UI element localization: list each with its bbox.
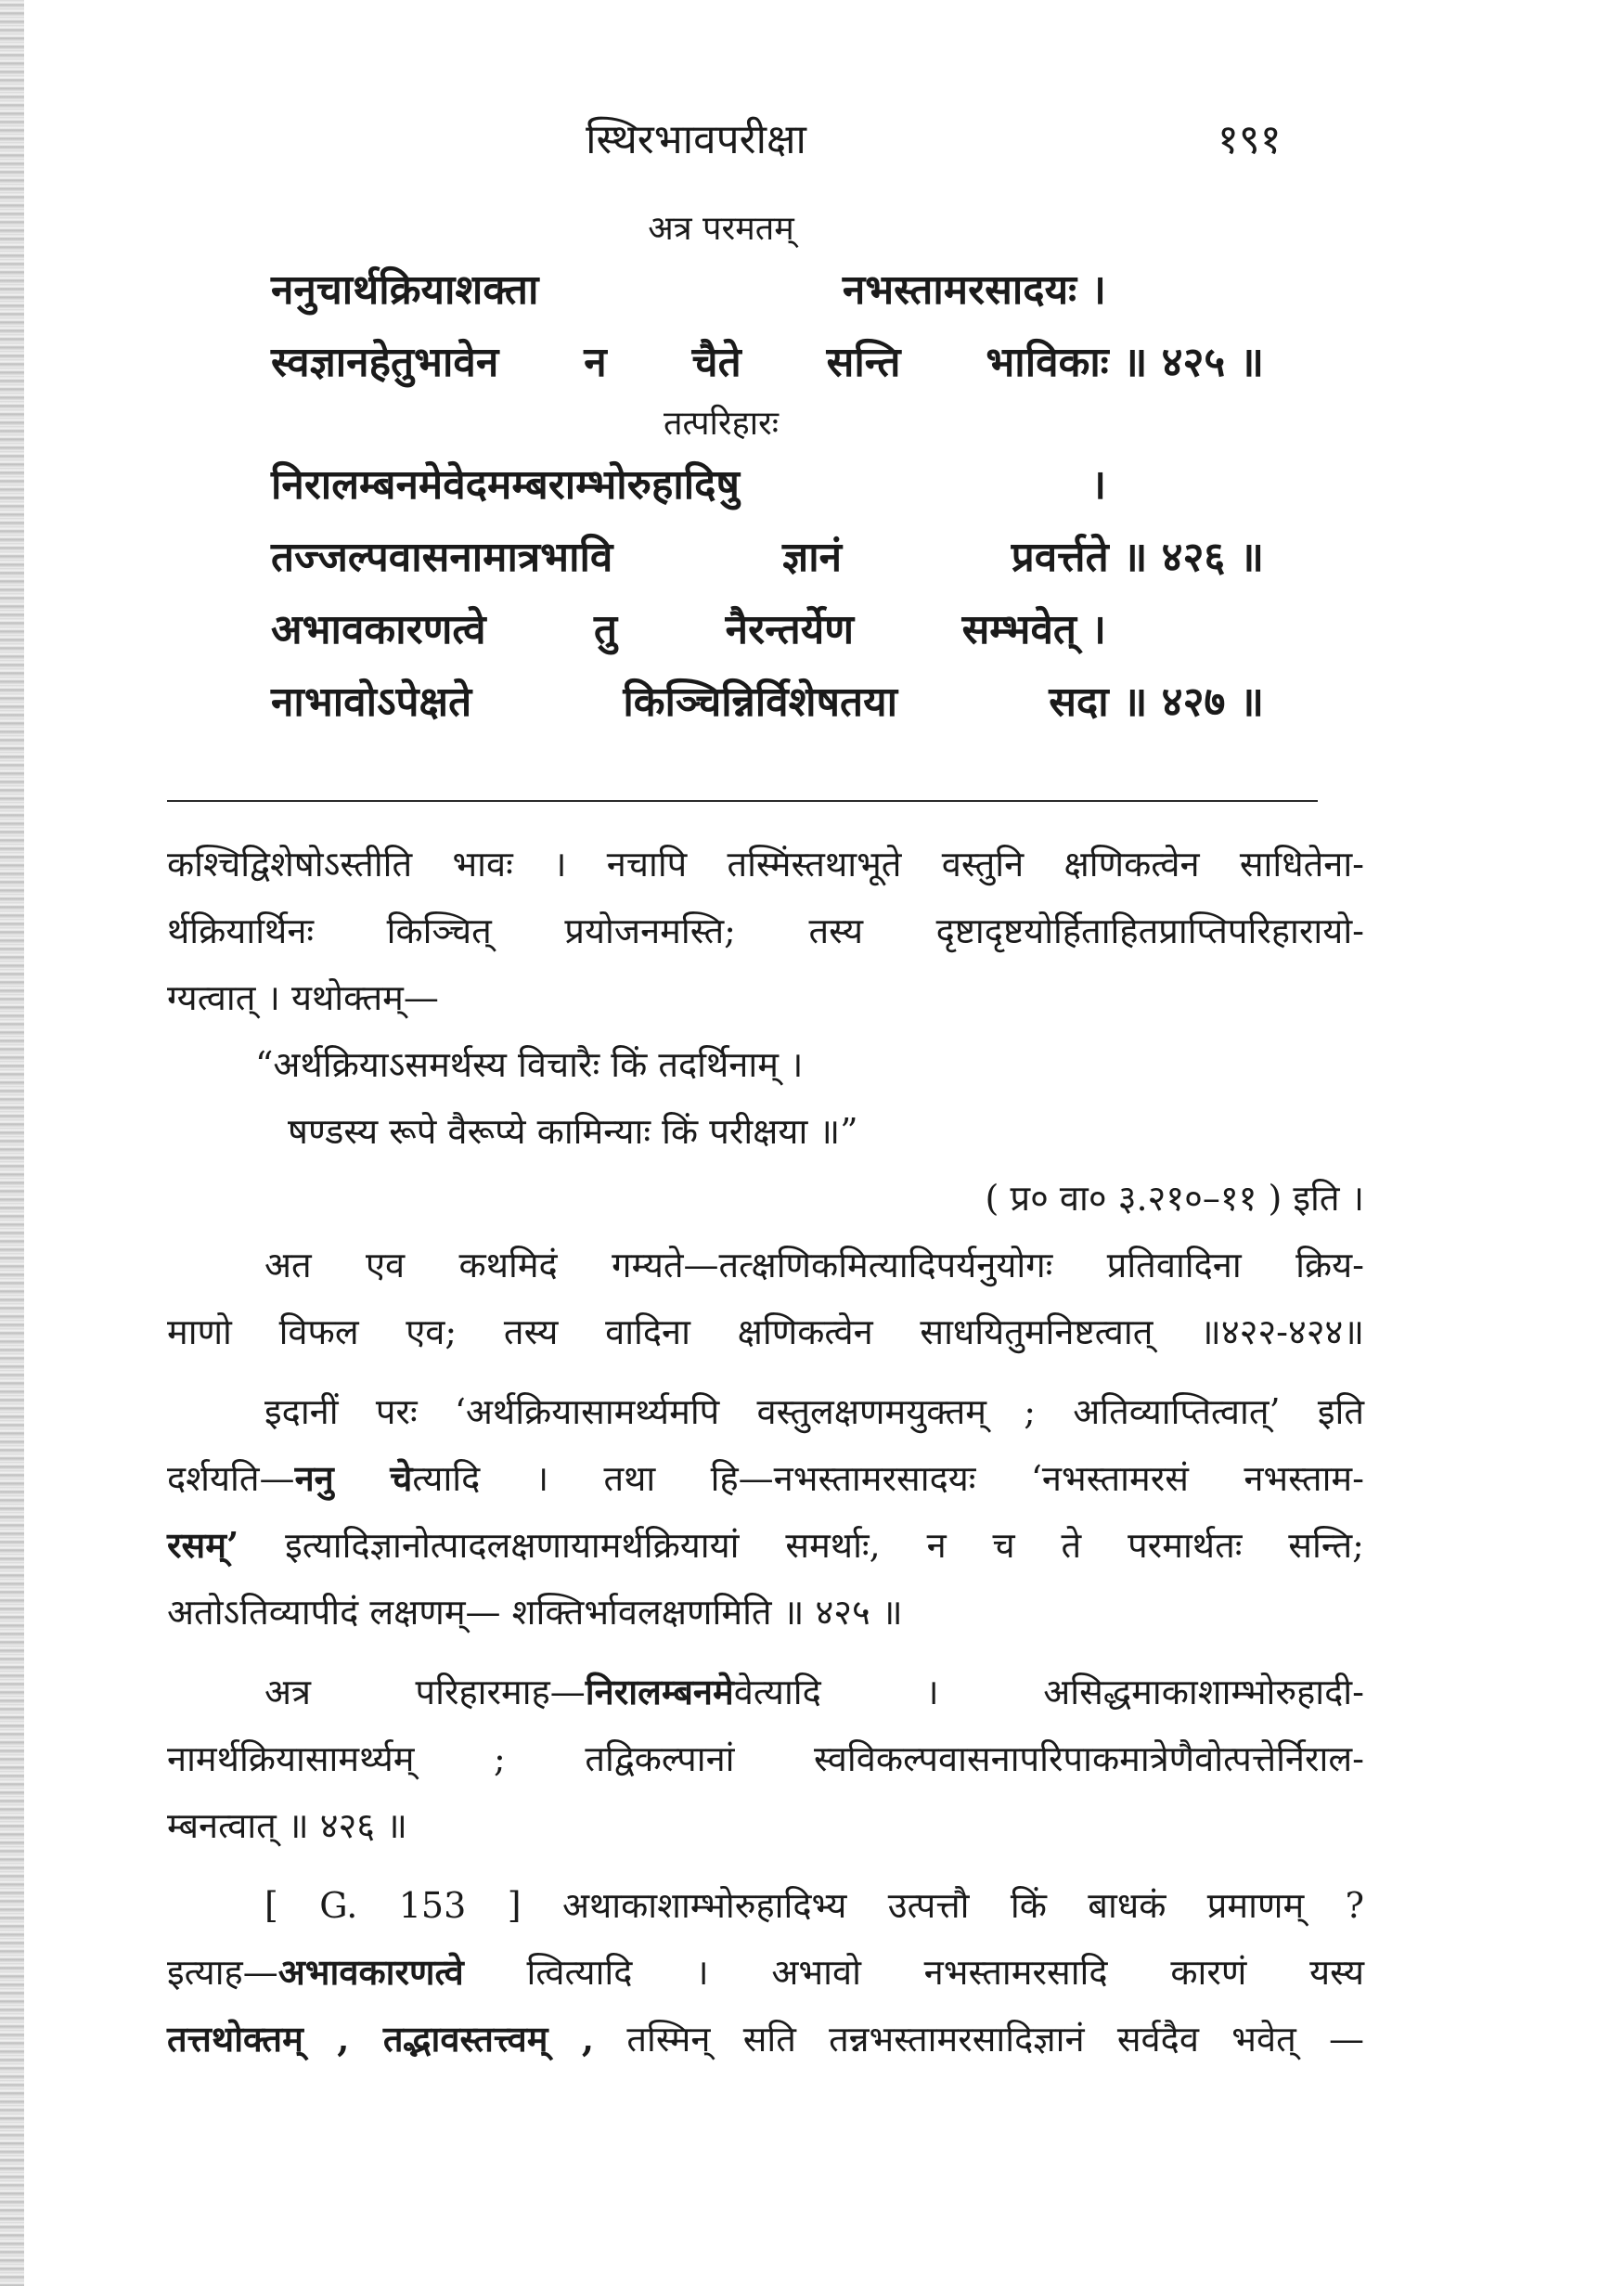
keyword-bold: अभावकारणत्वे <box>277 1951 464 1993</box>
verse-line <box>271 594 1106 666</box>
text-run: वेत्यादि । असिद्धमाकाशाम्भोरुहादी- <box>733 1672 1364 1712</box>
text-run: अत्र परिहारमाह— <box>264 1672 586 1712</box>
verse-word: निरालम्बनमेवेदमम्बराम्भोरुहादिषु <box>271 461 740 509</box>
verse-word: सन्ति <box>826 339 901 386</box>
verse-word: नाभावोऽपेक्षते <box>271 678 472 726</box>
text-run: इत्याह— <box>167 1952 278 1993</box>
commentary-line: [ G. 153 ] अथाकाशाम्भोरुहादिभ्य उत्पत्तौ किं बाधकं प्रमाणम् ? <box>264 1885 1364 1926</box>
commentary-line: कश्चिद्विशेषोऽस्तीति भावः । नचापि तस्मिंस्तथाभूते वस्तुनि क्षणिकत्वेन साधितेना- <box>167 844 1364 885</box>
verse-block <box>271 204 1292 739</box>
text-run: इत्यादिज्ञानोत्पादलक्षणायामर्थक्रियायां समर्थाः, न च ते परमार्थतः सन्ति; <box>238 1525 1364 1566</box>
quoted-verse-line: षण्डस्य रूपे वैरूप्ये कामिन्याः किं परीक्षया ॥” <box>288 1111 858 1152</box>
verse-word: सम्भवेत् । <box>961 606 1106 653</box>
page-number: १९१ <box>1218 116 1282 163</box>
commentary-line <box>167 1659 1364 1725</box>
commentary-line: अत एव कथमिदं गम्यते—तत्क्षणिकमित्यादिपर्यनुयोगः प्रतिवादिना क्रिय- <box>264 1245 1364 1285</box>
commentary-line <box>167 1445 1364 1512</box>
commentary-block <box>167 831 1364 2073</box>
commentary-line: इदानीं परः ‘अर्थक्रियासामर्थ्यमपि वस्तुलक्षणमयुक्तम् ; अतिव्याप्तित्वात्’ इति <box>264 1391 1364 1432</box>
text-run: त्यादि । तथा हि—नभस्तामरसादयः ‘नभस्तामरसं नभस्ताम- <box>412 1458 1364 1499</box>
verse-line <box>271 449 1264 522</box>
text-run: दर्शयति— <box>167 1458 295 1499</box>
verse-line <box>271 666 1264 739</box>
verse-caption: तत्परिहारः <box>663 405 780 443</box>
commentary-line <box>167 1512 1364 1579</box>
verse-word: न <box>584 339 607 386</box>
verse-word: तज्जल्पवासनामात्रभावि <box>271 534 613 581</box>
keyword-bold: तत्तथोक्तम् , तद्भावस्तत्त्वम् , <box>167 2018 595 2060</box>
verse-word: ज्ञानं <box>782 534 843 581</box>
verse-line <box>271 522 1264 594</box>
verse-word: भाविकाः ॥ ४२५ ॥ <box>986 339 1264 386</box>
verse-word: सदा ॥ ४२७ ॥ <box>1049 678 1264 726</box>
commentary-line: नामर्थक्रियासामर्थ्यम् ; तद्विकल्पानां स्वविकल्पवासनापरिपाकमात्रेणैवोत्पत्तेर्निराल- <box>167 1738 1364 1779</box>
commentary-line: अतोऽतिव्यापीदं लक्षणम्— शक्तिर्भावलक्षणमिति ॥ ४२५ ॥ <box>167 1592 903 1633</box>
verse-word: स्वज्ञानहेतुभावेन <box>271 339 499 386</box>
citation-reference: ( प्र० वा० ३.२१०–११ ) इति । <box>985 1178 1364 1219</box>
verse-word: ननुचार्थक्रियाशक्ता <box>271 266 539 314</box>
keyword-bold: ननु चे <box>294 1457 413 1499</box>
verse-word: । <box>1090 461 1106 509</box>
verse-word: तु <box>594 606 618 653</box>
page-header <box>0 110 1624 165</box>
verse-word: नभस्तामरसादयः । <box>842 266 1106 314</box>
commentary-line <box>167 2006 1364 2073</box>
verse-line <box>271 254 1264 327</box>
commentary-line <box>167 1939 1364 2006</box>
keyword-bold: रसम्’ <box>167 1524 239 1566</box>
verse-caption: अत्र परमतम् <box>648 210 794 248</box>
commentary-line: र्थक्रियार्थिनः किञ्चित् प्रयोजनमस्ति; तस्य दृष्टादृष्टयोर्हिताहितप्राप्तिपरिहारायो- <box>167 911 1364 951</box>
section-divider <box>167 800 1318 802</box>
verse-word: अभावकारणत्वे <box>271 606 486 653</box>
commentary-line: ग्यत्वात् । यथोक्तम्— <box>167 977 439 1018</box>
text-run: त्वित्यादि । अभावो नभस्तामरसादि कारणं यस्य <box>463 1952 1364 1993</box>
commentary-line: म्बनत्वात् ॥ ४२६ ॥ <box>167 1805 407 1846</box>
verse-line <box>271 327 1264 399</box>
verse-word: प्रवर्त्तते ॥ ४२६ ॥ <box>1011 534 1264 581</box>
book-binding-edge <box>0 0 24 2286</box>
keyword-bold: निरालम्बनमे <box>585 1671 734 1712</box>
verse-word: नैरन्तर्येण <box>725 606 855 653</box>
verse-word: चैते <box>691 339 741 386</box>
quoted-verse-line: “अर्थक्रियाऽसमर्थस्य विचारैः किं तदर्थिनाम् । <box>255 1044 804 1085</box>
text-run: तस्मिन् सति तन्नभस्तामरसादिज्ञानं सर्वदैव भवेत् — <box>594 2019 1364 2060</box>
verse-word: किञ्चिन्निर्विशेषतया <box>623 678 897 726</box>
running-title: स्थिरभावपरीक्षा <box>586 116 806 163</box>
commentary-line: माणो विफल एव; तस्य वादिना क्षणिकत्वेन साधयितुमनिष्टत्वात् ॥४२२-४२४॥ <box>167 1311 1364 1352</box>
